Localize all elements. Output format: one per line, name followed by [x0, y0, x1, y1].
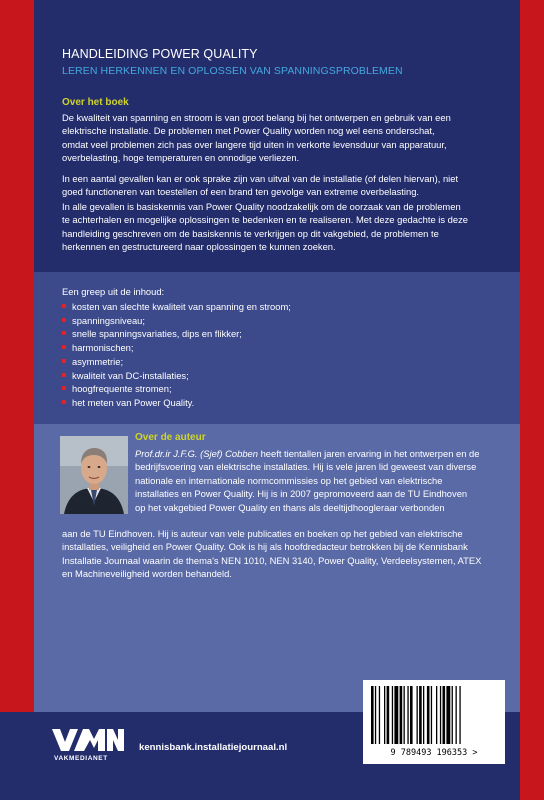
text-line: overbelasting, hoge temperaturen en onnodige verliezen.	[62, 152, 300, 164]
list-item-label: snelle spanningsvariaties, dips en flikker;	[72, 328, 242, 340]
text-line: Installatie Journaal waarin de thema's NEN 1010, NEN 3140, Power Quality, Verdeelsystemen, ATEX	[62, 554, 482, 566]
bullet-icon	[62, 386, 66, 390]
barcode-bar	[387, 686, 390, 744]
text-line	[135, 447, 479, 460]
text-line: herkennen en gestructureerd naar oplossingen te kunnen zoeken.	[62, 241, 336, 253]
about-paragraph-3	[62, 200, 517, 254]
about-paragraph-1	[62, 111, 517, 165]
text-line: elektrische installatie. De problemen met Power Quality worden nog wel eens onderschat,	[62, 125, 435, 137]
list-item	[62, 396, 291, 410]
text-line: In alle gevallen is basiskennis van Power Quality noodzakelijk om de oorzaak van de problemen	[62, 201, 461, 212]
text-line: De kwaliteit van spanning en stroom is van groot belang bij het ontwerpen en gebruik van een	[62, 112, 451, 123]
barcode-bar	[452, 686, 453, 744]
barcode-bar	[427, 686, 430, 744]
about-heading: Over het boek	[62, 97, 129, 108]
text-line: handleiding geschreven om de basiskennis te verkrijgen op dit vakgebied, de problemen te	[62, 227, 439, 239]
bullet-icon	[62, 373, 66, 377]
author-photo	[60, 436, 128, 514]
barcode-bar	[446, 686, 450, 744]
barcode-bar	[394, 686, 398, 744]
text-line: te achterhalen en mogelijke oplossingen te bedenken en te realiseren. Met deze gedachte is deze	[62, 214, 468, 226]
barcode-bar	[443, 686, 446, 744]
footer-left-edge	[0, 712, 34, 800]
contents-intro: Een greep uit de inhoud:	[62, 286, 165, 297]
text-line: bedrijfsvoering van elektrische installaties. Hij is vele jaren lid geweest van diverse	[135, 461, 477, 473]
text-line: nationale en internationale normcommissies op het gebied van elektrische	[135, 474, 443, 486]
author-bio-wide	[62, 527, 481, 581]
barcode-bar	[456, 686, 457, 744]
barcode-bar	[431, 686, 432, 744]
list-item	[62, 355, 291, 369]
bullet-icon	[62, 318, 66, 322]
text-fragment: heeft tientallen jaren ervaring in het ontwerpen en de	[257, 448, 480, 459]
barcode-bar	[384, 686, 385, 744]
book-title: HANDLEIDING POWER QUALITY	[62, 47, 258, 61]
list-item-label: asymmetrie;	[72, 355, 124, 367]
barcode-bar	[419, 686, 422, 744]
bullet-icon	[62, 400, 66, 404]
barcode-bar	[371, 686, 374, 744]
publisher-url: kennisbank.installatiejournaal.nl	[139, 742, 288, 753]
barcode-bar	[379, 686, 380, 744]
text-line: aan de TU Eindhoven. Hij is auteur van vele publicaties en boeken op het gebied van elektrische	[62, 528, 463, 539]
list-item-label: harmonischen;	[72, 342, 134, 354]
text-line: installaties en Power Quality. Hij is in 2007 gepromoveerd aan de TU Eindhoven	[135, 488, 468, 500]
text-line: omdat veel problemen zich pas over langere tijd uiten in verkorte levensduur van apparatuur,	[62, 138, 447, 150]
barcode-bar	[410, 686, 413, 744]
author-name: Prof.dr.ir J.F.G. (Sjef) Cobben	[135, 448, 258, 459]
bullet-icon	[62, 359, 66, 363]
vmn-logo-mark-icon	[52, 727, 124, 753]
text-line: goed functioneren van toestellen of een brand ten gevolge van extreme overbelasting.	[62, 186, 420, 198]
barcode-bar	[459, 686, 460, 744]
bullet-icon	[62, 304, 66, 308]
barcode-bar	[436, 686, 437, 744]
barcode-bar	[392, 686, 393, 744]
barcode-bars	[371, 686, 497, 744]
barcode-bar	[423, 686, 424, 744]
barcode-bar	[417, 686, 418, 744]
list-item	[62, 382, 291, 396]
list-item-label: kwaliteit van DC-installaties;	[72, 369, 189, 381]
list-item	[62, 300, 291, 314]
about-paragraph-2	[62, 172, 517, 199]
contents-list	[62, 300, 291, 410]
bullet-icon	[62, 345, 66, 349]
isbn-number: 9 789493 196353 >	[390, 748, 478, 758]
author-bio-narrow	[135, 447, 479, 514]
text-line: installaties, veiligheid en Power Quality. Ook is hij als hoofdredacteur betrokken bij de Kennisbank	[62, 541, 468, 553]
logo-subtitle: VAKMEDIANET	[54, 755, 108, 762]
bullet-icon	[62, 331, 66, 335]
text-line: op het vakgebied Power Quality en thans als deeltijdhoogleraar verbonden	[135, 501, 445, 513]
text-line: en Machineveiligheid worden behandeld.	[62, 568, 232, 580]
list-item-label: kosten van slechte kwaliteit van spanning en stroom;	[72, 301, 291, 312]
list-item	[62, 314, 291, 328]
list-item	[62, 341, 291, 355]
book-subtitle: LEREN HERKENNEN EN OPLOSSEN VAN SPANNINGSPROBLEMEN	[62, 65, 403, 77]
barcode-bar	[404, 686, 405, 744]
barcode	[363, 680, 505, 764]
barcode-bar	[375, 686, 376, 744]
barcode-bar	[407, 686, 408, 744]
author-portrait-icon	[60, 436, 128, 514]
author-heading: Over de auteur	[135, 432, 206, 443]
text-line: In een aantal gevallen kan er ook sprake zijn van uitval van de installatie (of delen hiervan), niet	[62, 173, 459, 184]
list-item-label: spanningsniveau;	[72, 314, 145, 326]
list-item-label: hoogfrequente stromen;	[72, 383, 172, 395]
list-item	[62, 327, 291, 341]
list-item-label: het meten van Power Quality.	[72, 396, 195, 408]
vmn-logo-icon	[52, 727, 126, 762]
barcode-bar	[400, 686, 403, 744]
barcode-bar	[440, 686, 441, 744]
list-item	[62, 369, 291, 383]
